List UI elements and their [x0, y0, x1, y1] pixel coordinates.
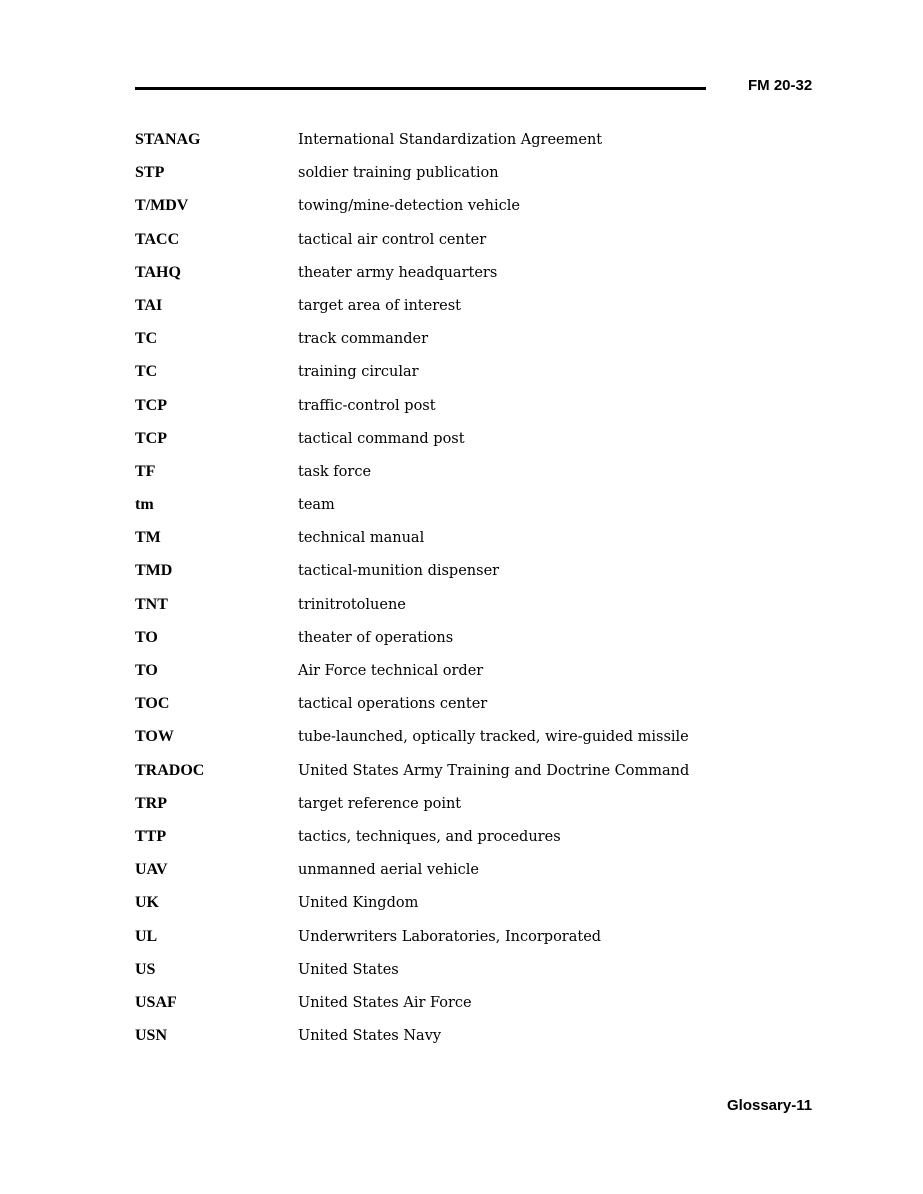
glossary-definition: tube-launched, optically tracked, wire-guided missile	[298, 729, 689, 746]
glossary-definition: United Kingdom	[298, 895, 419, 912]
glossary-entry	[135, 661, 785, 694]
glossary-abbreviation: TRP	[135, 794, 167, 812]
glossary-definition: Air Force technical order	[298, 663, 484, 679]
glossary-entry	[135, 628, 785, 661]
glossary-entry	[135, 462, 785, 495]
glossary-abbreviation: UAV	[135, 861, 168, 879]
glossary-definition: track commander	[298, 331, 429, 348]
glossary-definition: soldier training publication	[298, 165, 499, 182]
glossary-definition: United States	[298, 961, 399, 978]
glossary-abbreviation: USAF	[135, 993, 177, 1011]
glossary-abbreviation: TTP	[135, 827, 167, 845]
glossary-entry	[135, 263, 785, 296]
glossary-entry	[135, 396, 785, 429]
glossary-entry	[135, 362, 785, 395]
glossary-entry	[135, 860, 785, 893]
glossary-abbreviation: STANAG	[135, 131, 201, 148]
glossary-entry	[135, 163, 785, 196]
glossary-entry	[135, 528, 785, 561]
glossary-entry	[135, 827, 785, 860]
glossary-definition: theater army headquarters	[298, 264, 498, 281]
glossary-abbreviation: TAI	[135, 296, 163, 314]
glossary-abbreviation: TM	[135, 529, 161, 547]
glossary-definition: International Standardization Agreement	[298, 132, 603, 148]
glossary-entry	[135, 595, 785, 628]
glossary-abbreviation: TCP	[135, 429, 167, 447]
glossary-definition: target area of interest	[298, 297, 461, 314]
glossary-abbreviation: T/MDV	[135, 197, 189, 215]
glossary-abbreviation: TO	[135, 662, 158, 679]
glossary-definition: United States Army Training and Doctrine Command	[298, 762, 690, 779]
glossary-entry	[135, 1026, 785, 1059]
glossary-definition: team	[298, 497, 335, 514]
glossary-definition: tactical operations center	[298, 696, 488, 713]
glossary-abbreviation: USN	[135, 1027, 168, 1045]
glossary-entry	[135, 296, 785, 329]
glossary-entry	[135, 329, 785, 362]
glossary-abbreviation: TF	[135, 462, 156, 480]
glossary-definition: training circular	[298, 364, 419, 381]
glossary-abbreviation: TCP	[135, 396, 167, 414]
glossary-definition: tactical command post	[298, 430, 465, 447]
glossary-definition: tactical air control center	[298, 231, 487, 248]
glossary-entry	[135, 561, 785, 594]
glossary-abbreviation: TNT	[135, 595, 168, 613]
glossary-definition: United States Air Force	[298, 994, 472, 1011]
glossary-abbreviation: UK	[135, 894, 159, 912]
glossary-entry	[135, 927, 785, 960]
glossary-definition: theater of operations	[298, 629, 454, 646]
glossary-abbreviation: TO	[135, 628, 158, 646]
glossary-entry	[135, 794, 785, 827]
glossary-definition: unmanned aerial vehicle	[298, 862, 479, 879]
glossary-abbreviation: TC	[135, 330, 158, 348]
glossary-definition: United States Navy	[298, 1028, 442, 1045]
glossary-entry	[135, 761, 785, 794]
glossary-entry	[135, 893, 785, 926]
glossary-list	[135, 130, 785, 1059]
glossary-definition: technical manual	[298, 530, 425, 547]
glossary-entry	[135, 130, 785, 163]
glossary-entry	[135, 429, 785, 462]
glossary-abbreviation: TC	[135, 363, 158, 381]
glossary-definition: tactical-munition dispenser	[298, 563, 500, 580]
glossary-entry	[135, 993, 785, 1026]
glossary-entry	[135, 196, 785, 229]
glossary-abbreviation: TOW	[135, 728, 174, 746]
glossary-entry	[135, 960, 785, 993]
glossary-entry	[135, 694, 785, 727]
glossary-abbreviation: UL	[135, 927, 158, 945]
glossary-definition: trinitrotoluene	[298, 596, 406, 613]
glossary-abbreviation: STP	[135, 164, 165, 182]
glossary-entry	[135, 727, 785, 760]
glossary-abbreviation: TRADOC	[135, 761, 205, 779]
glossary-definition: task force	[298, 463, 372, 480]
glossary-definition: tactics, techniques, and procedures	[298, 828, 561, 845]
document-id: FM 20-32	[748, 77, 813, 94]
glossary-abbreviation: TMD	[135, 562, 173, 580]
glossary-abbreviation: TAHQ	[135, 263, 181, 281]
glossary-abbreviation: tm	[135, 496, 154, 514]
glossary-abbreviation: US	[135, 960, 156, 978]
glossary-abbreviation: TOC	[135, 695, 170, 713]
glossary-definition: Underwriters Laboratories, Incorporated	[298, 928, 602, 945]
header-rule	[135, 87, 706, 90]
glossary-entry	[135, 230, 785, 263]
glossary-definition: towing/mine-detection vehicle	[298, 198, 520, 215]
page-number: Glossary-11	[727, 1097, 813, 1114]
glossary-abbreviation: TACC	[135, 230, 180, 248]
glossary-entry	[135, 495, 785, 528]
glossary-definition: traffic-control post	[298, 397, 436, 414]
glossary-definition: target reference point	[298, 795, 462, 812]
